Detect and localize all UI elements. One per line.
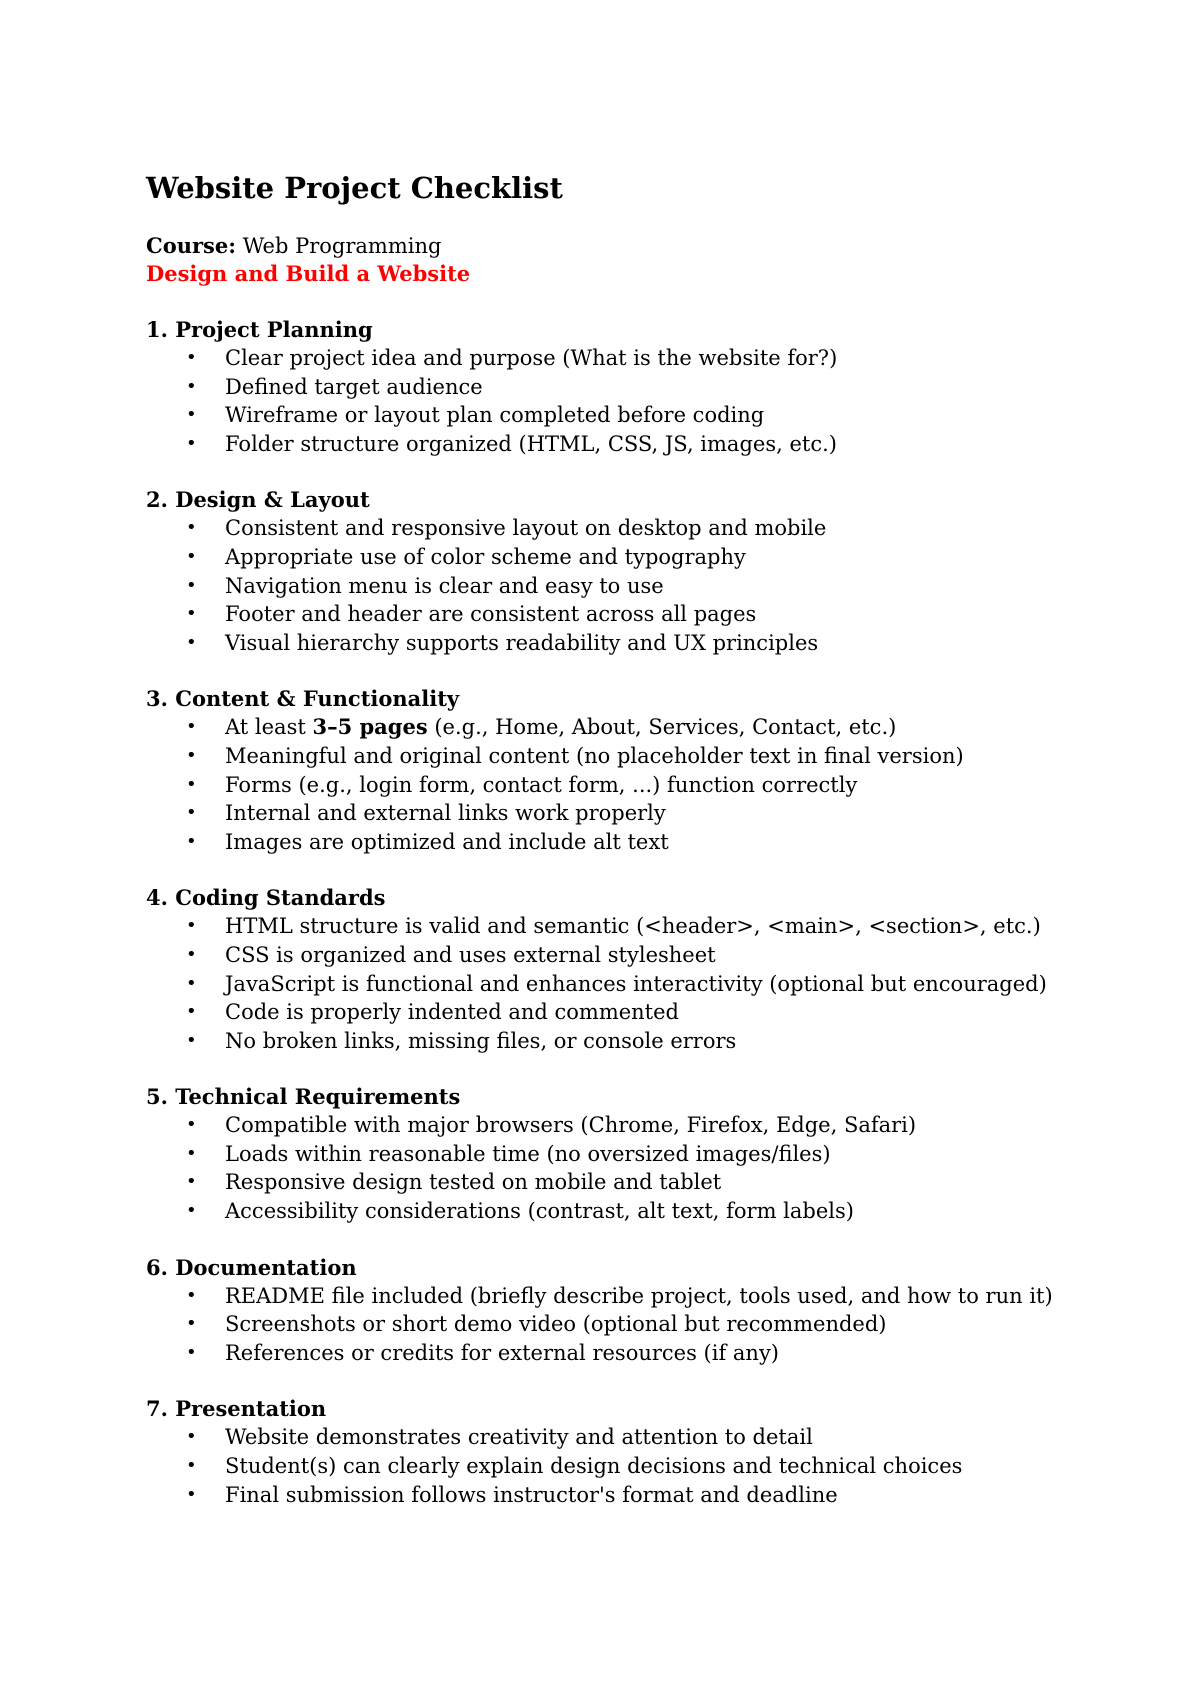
item-text: Compatible with major browsers (Chrome, Firefox, Edge, Safari): [225, 1113, 917, 1138]
checklist-item: [146, 1282, 1066, 1311]
document-subtitle: Design and Build a Website: [146, 261, 471, 286]
bullet-icon: •: [186, 517, 197, 539]
checklist-section: [146, 1083, 1066, 1225]
checklist-section: [146, 685, 1066, 856]
item-text: Clear project idea and purpose (What is the website for?): [225, 346, 838, 370]
checklist-item: [146, 828, 1066, 857]
checklist-section: [146, 884, 1066, 1055]
item-text: Navigation menu is clear and easy to use: [225, 573, 664, 598]
item-text: No broken links, missing files, or console errors: [225, 1028, 737, 1053]
checklist-item: [146, 941, 1066, 970]
checklist-item: [146, 1452, 1066, 1481]
checklist-items: [146, 1282, 1066, 1368]
checklist-item: [146, 799, 1066, 828]
bullet-icon: •: [186, 545, 197, 567]
section-heading: 6. Documentation: [146, 1254, 357, 1280]
item-text: Appropriate use of color scheme and typography: [225, 544, 746, 569]
bullet-icon: •: [186, 773, 197, 795]
item-text: Forms (e.g., login form, contact form, ...) function correctly: [225, 772, 858, 797]
item-text: Footer and header are consistent across all pages: [225, 602, 757, 627]
item-text: Website demonstrates creativity and attention to detail: [225, 1425, 813, 1450]
item-text: CSS is organized and uses external stylesheet: [225, 942, 716, 967]
item-text: Loads within reasonable time (no oversized images/files): [225, 1141, 831, 1166]
bullet-icon: •: [186, 1171, 197, 1193]
checklist-items: [146, 1423, 1066, 1509]
bullet-icon: •: [186, 943, 197, 965]
checklist-item: [146, 998, 1066, 1027]
item-text: Wireframe or layout plan completed before coding: [225, 403, 765, 428]
item-text: Screenshots or short demo video (optional but recommended): [225, 1312, 887, 1337]
bullet-icon: •: [186, 404, 197, 426]
checklist-item: [146, 1140, 1066, 1169]
section-heading: 3. Content & Functionality: [146, 686, 460, 712]
checklist-section: [146, 1254, 1066, 1368]
checklist-item: [146, 401, 1066, 430]
course-label: Course:: [146, 233, 236, 258]
checklist-section: [146, 1395, 1066, 1509]
checklist-item: [146, 514, 1066, 543]
item-text: Student(s) can clearly explain design decisions and technical choices: [225, 1454, 963, 1479]
bullet-icon: •: [186, 631, 197, 653]
bullet-icon: •: [186, 830, 197, 852]
section-heading: 1. Project Planning: [146, 317, 373, 342]
section-heading: 2. Design & Layout: [146, 487, 370, 513]
bullet-icon: •: [186, 432, 197, 454]
checklist-item: [146, 912, 1066, 941]
checklist-section: [146, 316, 1066, 458]
item-text: Folder structure organized (HTML, CSS, JS, images, etc.): [225, 431, 837, 456]
bullet-icon: •: [186, 915, 197, 937]
bullet-icon: •: [186, 1426, 197, 1448]
bullet-icon: •: [186, 1200, 197, 1222]
item-text: Internal and external links work properly: [225, 801, 666, 826]
checklist-item: [146, 600, 1066, 629]
checklist-item: [146, 1423, 1066, 1452]
bullet-icon: •: [186, 802, 197, 824]
section-heading: 5. Technical Requirements: [146, 1084, 461, 1110]
checklist-item: [146, 430, 1066, 459]
checklist-item: [146, 1310, 1066, 1339]
item-text: Final submission follows instructor's format and deadline: [225, 1482, 838, 1507]
checklist-item: [146, 543, 1066, 572]
bullet-icon: •: [186, 716, 197, 738]
checklist-item: [146, 1339, 1066, 1368]
document-page: [146, 170, 1066, 1537]
item-text: Visual hierarchy supports readability and UX principles: [225, 630, 819, 655]
checklist-item: [146, 1111, 1066, 1140]
bullet-icon: •: [186, 972, 197, 994]
bullet-icon: •: [186, 1455, 197, 1477]
checklist-item: [146, 1481, 1066, 1510]
bullet-icon: •: [186, 1483, 197, 1505]
bullet-icon: •: [186, 1284, 197, 1306]
item-text: (e.g., Home, About, Services, Contact, etc.): [427, 715, 897, 740]
course-value: Web Programming: [242, 234, 442, 258]
bullet-icon: •: [186, 1313, 197, 1335]
item-text: README file included (briefly describe project, tools used, and how to run it): [225, 1283, 1053, 1308]
item-text: Accessibility considerations (contrast, alt text, form labels): [225, 1199, 854, 1224]
checklist-item: [146, 1168, 1066, 1197]
checklist-items: [146, 344, 1066, 458]
checklist-item: [146, 771, 1066, 800]
item-text: Consistent and responsive layout on desktop and mobile: [225, 516, 827, 541]
checklist-items: [146, 1111, 1066, 1225]
bullet-icon: •: [186, 375, 197, 397]
checklist-item: [146, 1197, 1066, 1226]
item-text-emphasis: 3–5 pages: [312, 714, 428, 740]
section-heading: 4. Coding Standards: [146, 885, 386, 911]
bullet-icon: •: [186, 1001, 197, 1023]
item-text: Defined target audience: [225, 374, 483, 399]
bullet-icon: •: [186, 1142, 197, 1164]
item-text: Meaningful and original content (no placeholder text in final version): [225, 743, 964, 768]
checklist-items: [146, 912, 1066, 1055]
checklist-item: [146, 629, 1066, 658]
item-text: References or credits for external resources (if any): [225, 1340, 779, 1365]
checklist-sections: [146, 316, 1066, 1509]
bullet-icon: •: [186, 347, 197, 368]
bullet-icon: •: [186, 744, 197, 766]
checklist-item: [146, 970, 1066, 999]
checklist-item: [146, 742, 1066, 771]
bullet-icon: •: [186, 1114, 197, 1136]
bullet-icon: •: [186, 603, 197, 625]
document-title: Website Project Checklist: [146, 171, 563, 205]
bullet-icon: •: [186, 574, 197, 596]
bullet-icon: •: [186, 1029, 197, 1051]
checklist-item: [146, 713, 1066, 742]
item-text: HTML structure is valid and semantic (<header>, <main>, <section>, etc.): [225, 914, 1041, 939]
item-text: Code is properly indented and commented: [225, 1000, 679, 1025]
checklist-section: [146, 486, 1066, 657]
item-text: Images are optimized and include alt text: [225, 829, 669, 854]
checklist-item: [146, 344, 1066, 373]
course-line: [146, 232, 1066, 260]
checklist-item: [146, 373, 1066, 402]
checklist-items: [146, 514, 1066, 657]
bullet-icon: •: [186, 1341, 197, 1363]
checklist-items: [146, 713, 1066, 856]
item-text: Responsive design tested on mobile and tablet: [225, 1170, 722, 1195]
checklist-item: [146, 1027, 1066, 1056]
checklist-item: [146, 572, 1066, 601]
item-text: JavaScript is functional and enhances interactivity (optional but encouraged): [225, 971, 1047, 996]
section-heading: 7. Presentation: [146, 1396, 327, 1422]
item-text: At least: [225, 715, 313, 740]
